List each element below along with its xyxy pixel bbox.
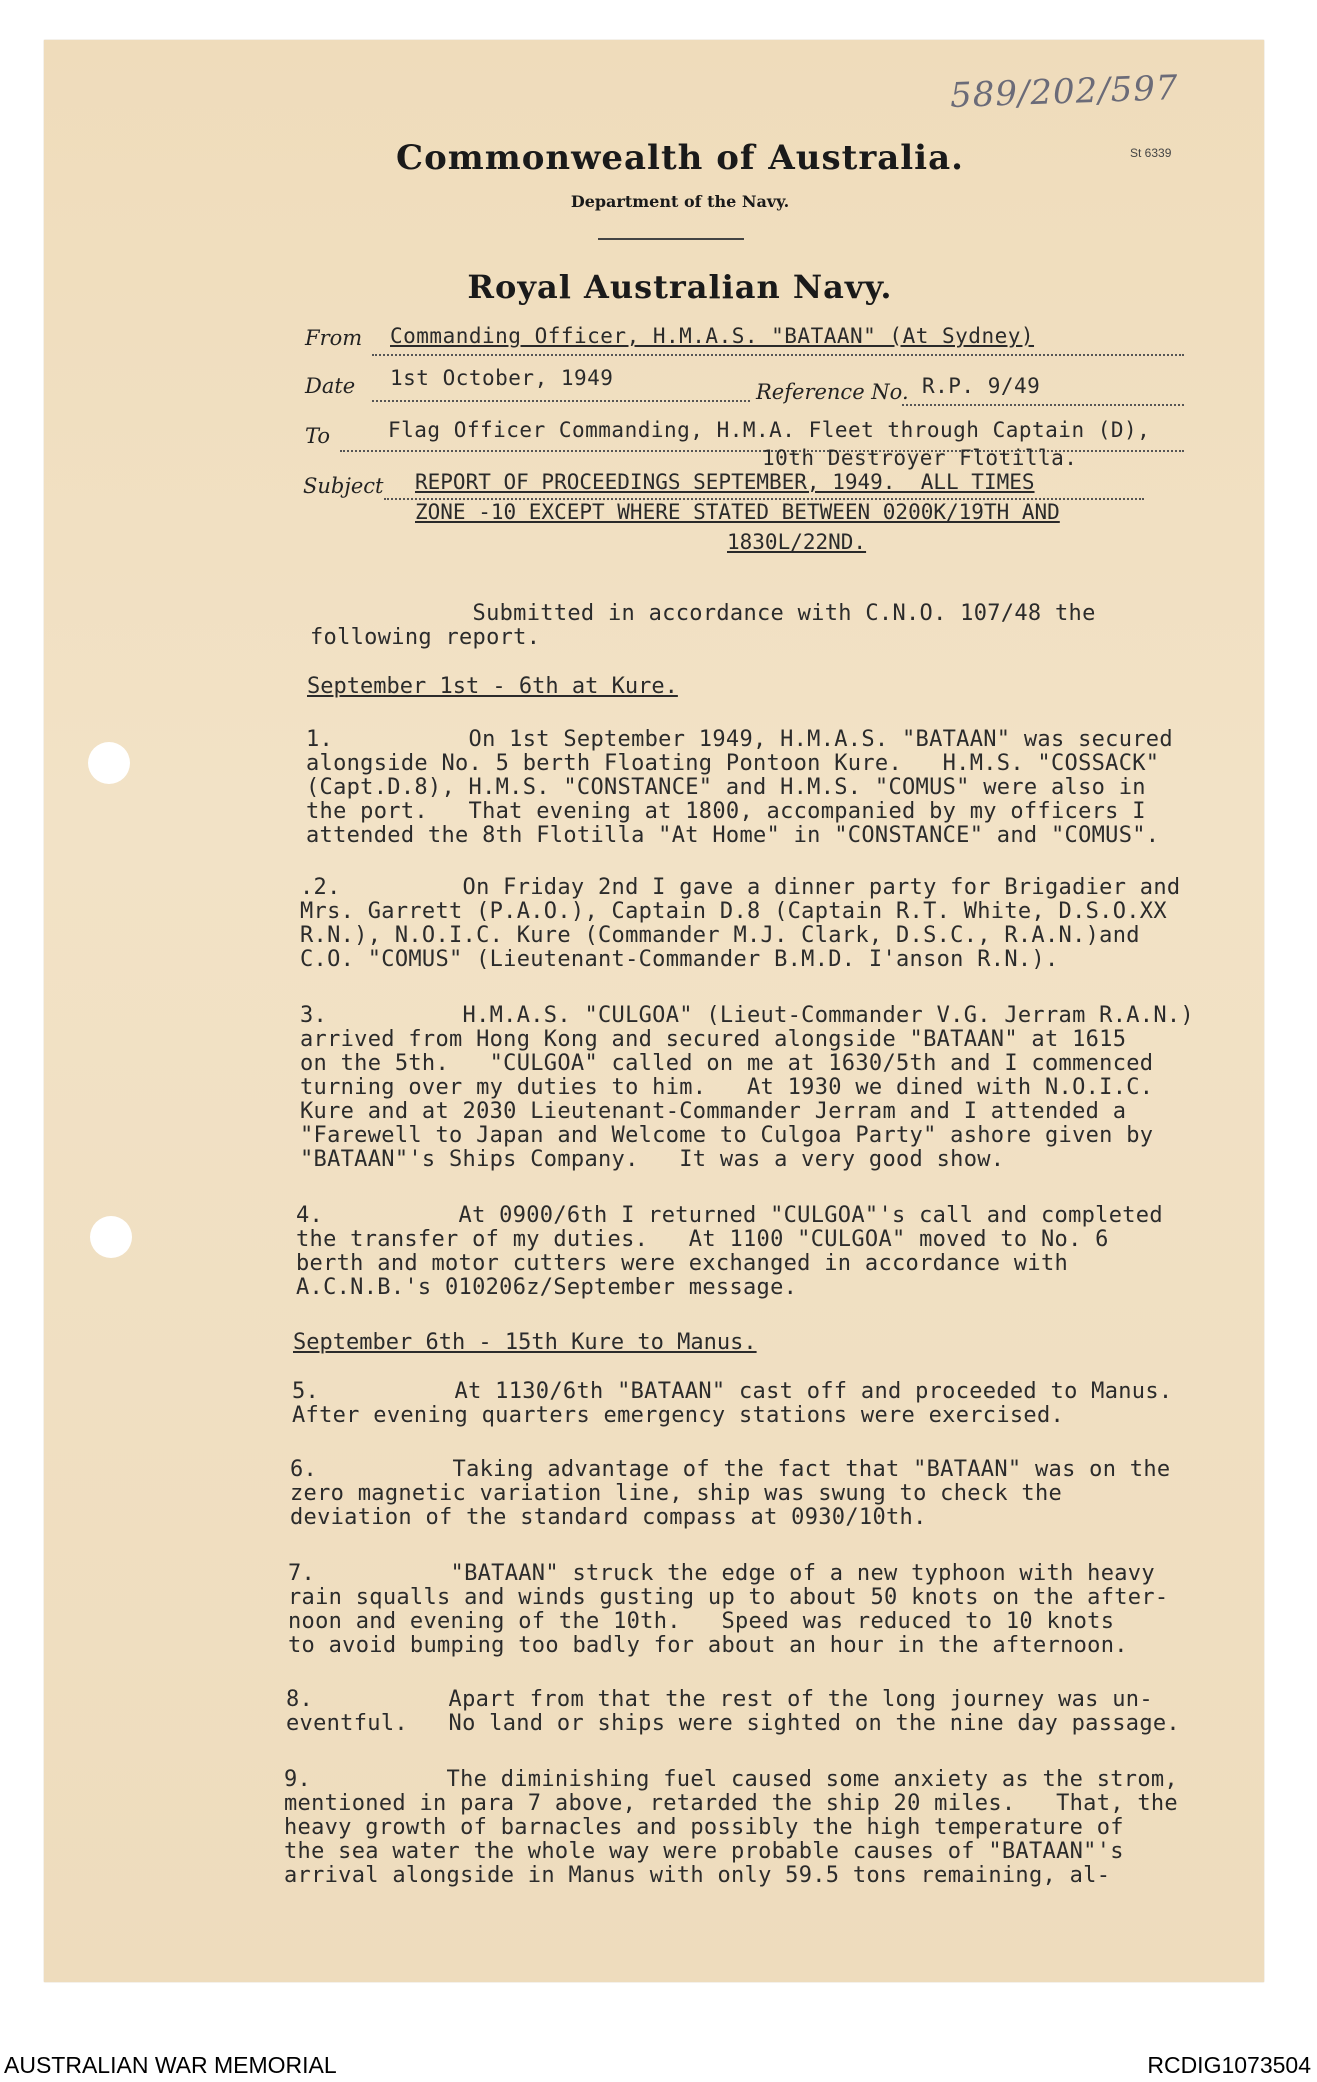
from-value: Commanding Officer, H.M.A.S. "BATAAN" (At Sydney) [390,324,1035,348]
subject-line2: ZONE -10 EXCEPT WHERE STATED BETWEEN 0200K/19TH AND [415,500,1060,524]
subject-label: Subject [303,474,384,498]
subject-line3: 1830L/22ND. [727,530,867,554]
date-value: 1st October, 1949 [390,366,614,390]
paragraph-4: 4. At 0900/6th I returned "CULGOA"'s call and completed the transfer of my duties. At 1100 "CULGOA" moved to No. 6 berth and motor cutters were exchanged in accordance with A.C.N.B.'s 010206z/September message. [296,1203,1163,1300]
paragraph-3: 3. H.M.A.S. "CULGOA" (Lieut-Commander V.G. Jerram R.A.N.) arrived from Hong Kong and secured alongside "BATAAN" at 1615 on the 5th. "CULGOA" called on me at 1630/5th and I commenced turning over my duties to him. At 1930 we dined with N.O.I.C. Kure and at 2030 Lieutenant-Commander Jerram and I attended a "Farewell to Japan and Welcome to Culgoa Party" ashore given by "BATAAN"'s Ships Company. It was a very good show. [300,1003,1194,1172]
punch-hole-top [88,742,130,784]
paragraph-9: 9. The diminishing fuel caused some anxiety as the strom, mentioned in para 7 above, retarded the ship 20 miles. That, the heavy growth of barnacles and possibly the high temperature of the sea water the whole way were probable causes of "BATAAN"'s arrival alongside in Manus with only 59.5 tons remaining, al- [284,1767,1178,1888]
reference-label: Reference No. [756,380,909,404]
paragraph-2: .2. On Friday 2nd I gave a dinner party for Brigadier and Mrs. Garrett (P.A.O.), Captain D.8 (Captain R.T. White, D.S.O.XX R.N.), N.O.I.C. Kure (Commander M.J. Clark, D.S.C., R.A.N.)and C.O. "COMUS" (Lieutenant-Commander B.M.D. I'anson R.N.). [300,875,1181,972]
from-line [372,354,1184,356]
handwritten-reference: 589/202/597 [949,68,1180,116]
to-label: To [305,424,331,448]
footer-source: AUSTRALIAN WAR MEMORIAL [4,2052,337,2078]
subject-line1: REPORT OF PROCEEDINGS SEPTEMBER, 1949. ALL TIMES [415,470,1035,494]
from-label: From [305,326,363,350]
to-value-line2: 10th Destroyer Flotilla. [762,446,1078,470]
reference-line [902,404,1184,406]
section-heading-manus: September 6th - 15th Kure to Manus. [293,1330,757,1355]
date-label: Date [305,374,356,398]
reference-value: R.P. 9/49 [922,374,1041,398]
paragraph-7: 7. "BATAAN" struck the edge of a new typhoon with heavy rain squalls and winds gusting up to about 50 knots on the after- noon and evening of the 10th. Speed was reduced to 10 knots to avoid bumping too badly for about an hour in the afternoon. [288,1561,1169,1658]
section-heading-kure: September 1st - 6th at Kure. [307,674,678,699]
paragraph-1: 1. On 1st September 1949, H.M.A.S. "BATAAN" was secured alongside No. 5 berth Floating Pontoon Kure. H.M.S. "COSSACK" (Capt.D.8), H.M.S. "CONSTANCE" and H.M.S. "COMUS" were also in the port. That evening at 1800, accompanied by my officers I attended the 8th Flotilla "At Home" in "CONSTANCE" and "COMUS". [306,727,1173,848]
punch-hole-bottom [90,1216,132,1258]
letterhead-department: Department of the Navy. [570,192,790,211]
form-number: St 6339 [1130,146,1172,160]
paragraph-6: 6. Taking advantage of the fact that "BATAAN" was on the zero magnetic variation line, ship was swung to check the deviation of the standard compass at 0930/10th. [290,1457,1171,1530]
letterhead-title: Commonwealth of Australia. [396,138,964,178]
letterhead-service: Royal Australian Navy. [467,268,893,306]
date-line [372,400,750,402]
paragraph-5: 5. At 1130/6th "BATAAN" cast off and proceeded to Manus. After evening quarters emergency stations were exercised. [292,1379,1173,1428]
paragraph-8: 8. Apart from that the rest of the long journey was un- eventful. No land or ships were sighted on the nine day passage. [286,1687,1180,1736]
footer-id: RCDIG1073504 [1147,2052,1311,2078]
letterhead-divider [598,238,744,240]
to-value-line1: Flag Officer Commanding, H.M.A. Fleet through Captain (D), [388,418,1151,442]
intro-paragraph: Submitted in accordance with C.N.O. 107/48 the following report. [310,601,1096,650]
